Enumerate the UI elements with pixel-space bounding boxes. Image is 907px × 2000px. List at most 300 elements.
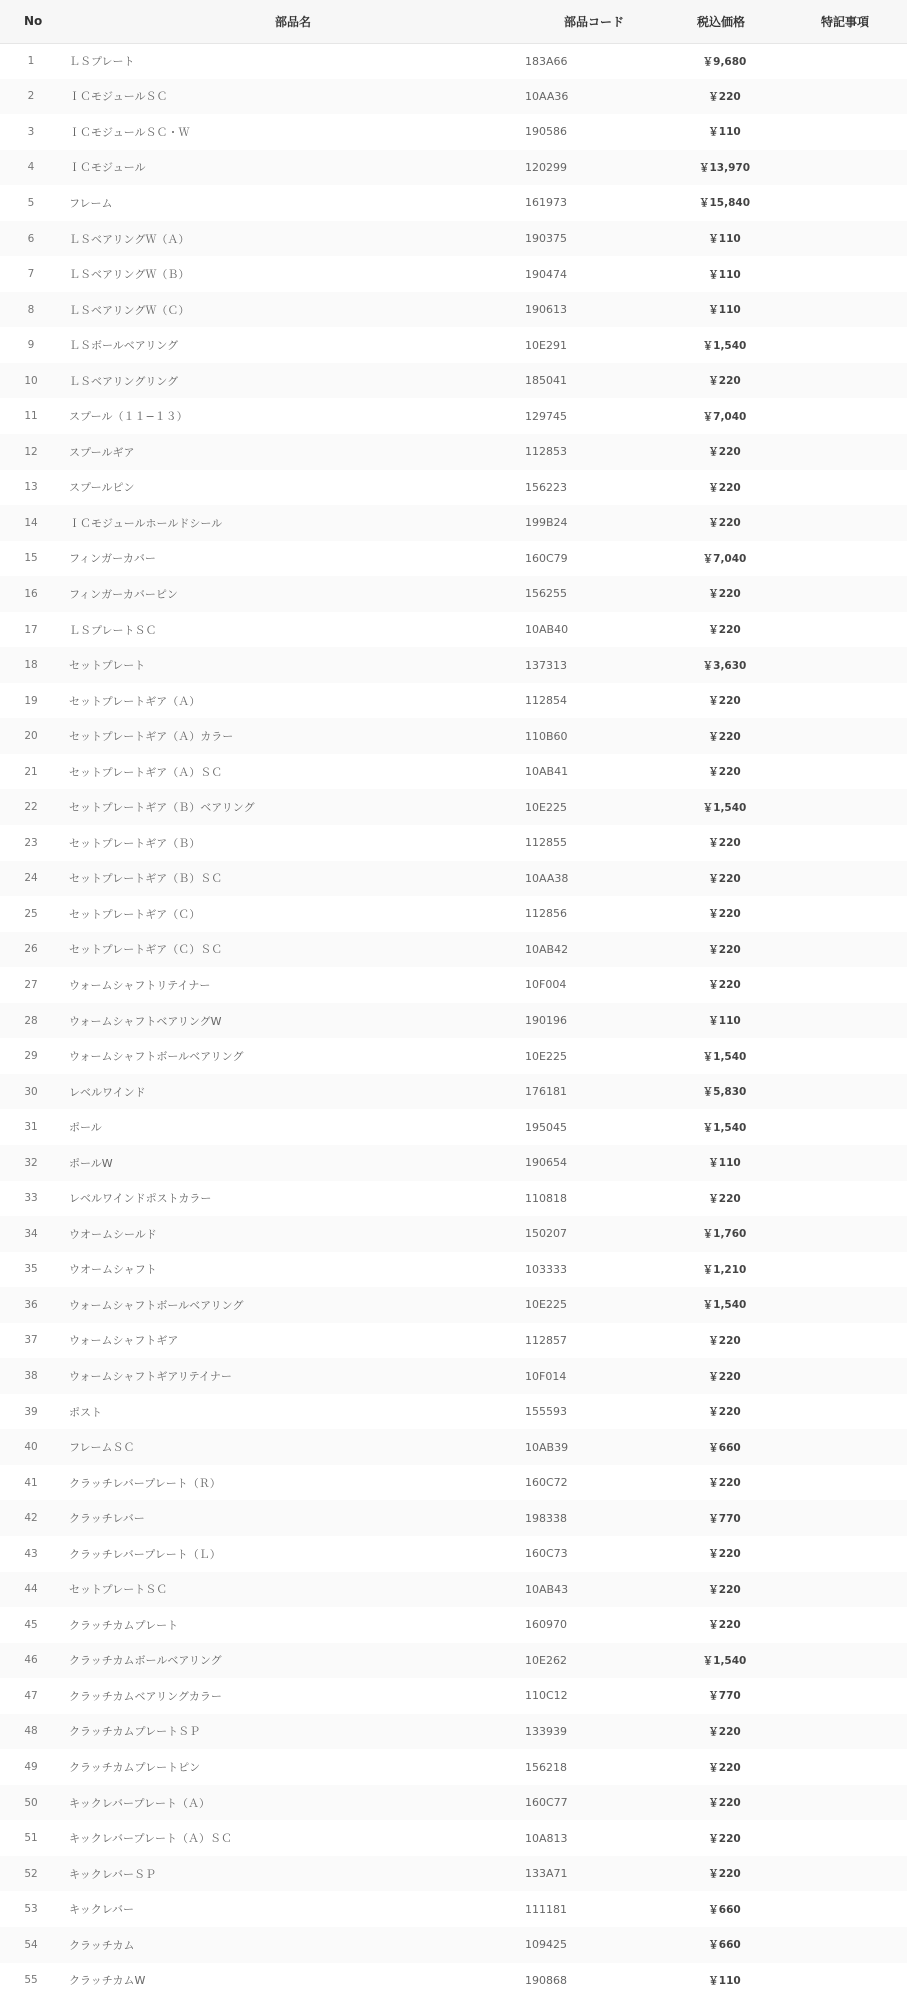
table-body — [0, 43, 907, 1998]
row-part-code: 10F014 — [525, 1369, 567, 1383]
row-part-code: 110C12 — [525, 1689, 568, 1703]
row-part-name: ＬＳボールベアリング — [69, 339, 179, 353]
table-row — [0, 1572, 907, 1608]
row-part-code: 10AB40 — [525, 623, 569, 637]
row-no: 1 — [27, 55, 35, 68]
row-price: ￥770 — [708, 1512, 741, 1525]
row-price: ￥220 — [708, 481, 741, 494]
row-no: 11 — [24, 410, 38, 423]
row-part-name: クラッチカムプレートピン — [69, 1761, 201, 1775]
row-no: 37 — [24, 1334, 38, 1347]
row-no: 50 — [24, 1796, 38, 1809]
table-row — [0, 754, 907, 790]
row-part-code: 10E291 — [525, 338, 567, 352]
row-no: 42 — [24, 1512, 38, 1525]
row-no: 32 — [24, 1156, 38, 1169]
row-part-name: セットプレートギア（Ａ）カラー — [69, 730, 234, 744]
row-no: 41 — [24, 1476, 38, 1489]
row-note — [780, 1536, 907, 1572]
row-note — [780, 1856, 907, 1892]
table-row — [0, 505, 907, 541]
row-price: ￥220 — [708, 1370, 741, 1383]
row-note — [780, 434, 907, 470]
table-row — [0, 1216, 907, 1252]
row-no: 10 — [24, 374, 38, 387]
row-part-code: 112854 — [525, 694, 567, 708]
row-part-name: ウォームシャフトベアリングW — [69, 1014, 222, 1028]
row-part-name: ウオームシールド — [69, 1227, 157, 1241]
row-part-name: ＩＣモジュールＳＣ — [69, 90, 168, 104]
row-price: ￥220 — [708, 1406, 741, 1419]
row-part-name: ポスト — [69, 1405, 102, 1419]
row-part-code: 150207 — [525, 1227, 567, 1241]
row-note — [780, 1429, 907, 1465]
row-part-code: 110818 — [525, 1191, 567, 1205]
table-row — [0, 292, 907, 328]
table-header — [0, 0, 907, 43]
row-note — [780, 825, 907, 861]
header-code: 部品コード — [564, 14, 625, 29]
row-no: 24 — [24, 872, 38, 885]
row-no: 7 — [27, 268, 35, 281]
row-part-name: スプール（１１−１３） — [69, 410, 188, 424]
row-part-name: ＬＳベアリングＷ（Ｂ） — [69, 268, 190, 282]
row-note — [780, 470, 907, 506]
row-no: 54 — [24, 1938, 38, 1951]
row-price: ￥220 — [708, 375, 741, 388]
row-no: 36 — [24, 1298, 38, 1311]
row-no: 25 — [24, 907, 38, 920]
row-part-code: 190868 — [525, 1973, 567, 1987]
row-part-name: クラッチカムボールベアリング — [69, 1654, 222, 1668]
row-part-name: セットプレートギア（Ａ）ＳＣ — [69, 765, 223, 779]
table-row — [0, 1109, 907, 1145]
table-row — [0, 434, 907, 470]
row-part-code: 133A71 — [525, 1867, 568, 1881]
row-no: 9 — [27, 339, 35, 352]
row-price: ￥5,830 — [702, 1086, 747, 1099]
row-price: ￥13,970 — [698, 161, 751, 174]
row-price: ￥1,540 — [702, 1299, 747, 1312]
table-row — [0, 79, 907, 115]
table-row — [0, 1181, 907, 1217]
row-note — [780, 896, 907, 932]
row-note — [780, 327, 907, 363]
row-no: 55 — [24, 1974, 38, 1987]
row-part-name: フィンガーカバー — [69, 552, 156, 566]
table-row — [0, 789, 907, 825]
row-no: 26 — [24, 943, 38, 956]
table-row — [0, 1323, 907, 1359]
row-no: 22 — [24, 801, 38, 814]
table-row — [0, 576, 907, 612]
row-price: ￥770 — [708, 1690, 741, 1703]
table-row — [0, 1287, 907, 1323]
row-price: ￥220 — [708, 979, 741, 992]
table-row — [0, 541, 907, 577]
table-row — [0, 896, 907, 932]
row-note — [780, 1820, 907, 1856]
row-price: ￥1,210 — [702, 1263, 747, 1276]
row-price: ￥220 — [708, 1477, 741, 1490]
row-part-code: 137313 — [525, 658, 567, 672]
row-no: 17 — [24, 623, 38, 636]
row-part-name: レベルワインドポストカラー — [69, 1192, 212, 1206]
row-price: ￥9,680 — [702, 55, 747, 68]
row-part-code: 10E225 — [525, 1049, 567, 1063]
row-part-code: 10AB41 — [525, 765, 569, 779]
table-row — [0, 825, 907, 861]
row-no: 21 — [24, 765, 38, 778]
row-note — [780, 647, 907, 683]
row-part-name: セットプレートＳＣ — [69, 1583, 168, 1597]
row-no: 40 — [24, 1441, 38, 1454]
header-note: 特記事項 — [821, 14, 870, 29]
row-note — [780, 861, 907, 897]
row-note — [780, 43, 907, 79]
row-part-name: スプールピン — [69, 481, 135, 495]
row-part-code: 10E225 — [525, 800, 567, 814]
header-row — [0, 0, 907, 43]
row-part-name: キックレバープレート（Ａ） — [69, 1796, 211, 1810]
row-part-name: フレーム — [69, 196, 113, 210]
table-row — [0, 1891, 907, 1927]
table-row — [0, 932, 907, 968]
row-no: 12 — [24, 445, 38, 458]
row-part-name: ＩＣモジュールホールドシール — [69, 516, 223, 530]
table-row — [0, 327, 907, 363]
table-row — [0, 256, 907, 292]
row-note — [780, 932, 907, 968]
table-row — [0, 114, 907, 150]
row-note — [780, 1963, 907, 1999]
row-note — [780, 612, 907, 648]
row-price: ￥110 — [708, 126, 741, 139]
table-row — [0, 185, 907, 221]
row-price: ￥220 — [708, 588, 741, 601]
row-part-name: ウォームシャフトリテイナー — [69, 978, 211, 992]
row-price: ￥220 — [708, 517, 741, 530]
row-part-name: セットプレートギア（Ａ） — [69, 694, 201, 708]
table-row — [0, 1820, 907, 1856]
row-price: ￥220 — [708, 1725, 741, 1738]
row-note — [780, 292, 907, 328]
row-part-code: 190654 — [525, 1156, 567, 1170]
row-note — [780, 1181, 907, 1217]
row-note — [780, 221, 907, 257]
row-note — [780, 398, 907, 434]
row-price: ￥220 — [708, 1583, 741, 1596]
row-note — [780, 1500, 907, 1536]
row-part-code: 10AB42 — [525, 942, 569, 956]
row-price: ￥1,760 — [702, 1228, 747, 1241]
row-price: ￥220 — [708, 1548, 741, 1561]
table-row — [0, 150, 907, 186]
row-price: ￥220 — [708, 730, 741, 743]
row-note — [780, 256, 907, 292]
row-part-name: ポールW — [69, 1156, 113, 1170]
table-row — [0, 1785, 907, 1821]
row-part-name: フレームＳＣ — [69, 1441, 135, 1455]
row-note — [780, 1678, 907, 1714]
header-price: 税込価格 — [697, 14, 746, 29]
row-part-code: 190474 — [525, 267, 567, 281]
row-note — [780, 185, 907, 221]
row-no: 28 — [24, 1014, 38, 1027]
row-note — [780, 1358, 907, 1394]
row-no: 27 — [24, 978, 38, 991]
row-part-code: 160C77 — [525, 1796, 568, 1810]
row-part-code: 155593 — [525, 1405, 567, 1419]
row-part-code: 160C73 — [525, 1547, 568, 1561]
row-part-name: ＬＳベアリングＷ（Ｃ） — [69, 303, 190, 317]
row-part-code: 195045 — [525, 1120, 567, 1134]
row-no: 39 — [24, 1405, 38, 1418]
row-price: ￥220 — [708, 908, 741, 921]
row-part-code: 10AA38 — [525, 871, 569, 885]
row-no: 33 — [24, 1192, 38, 1205]
row-note — [780, 683, 907, 719]
row-no: 18 — [24, 659, 38, 672]
table-row — [0, 1465, 907, 1501]
table-row — [0, 612, 907, 648]
row-note — [780, 1607, 907, 1643]
row-part-code: 111181 — [525, 1902, 567, 1916]
row-price: ￥220 — [708, 1868, 741, 1881]
row-note — [780, 576, 907, 612]
row-no: 48 — [24, 1725, 38, 1738]
row-note — [780, 1891, 907, 1927]
row-part-name: ポール — [69, 1121, 102, 1135]
row-no: 47 — [24, 1689, 38, 1702]
row-note — [780, 754, 907, 790]
row-part-name: ウォームシャフトギアリテイナー — [69, 1370, 232, 1383]
row-price: ￥220 — [708, 872, 741, 885]
row-price: ￥110 — [708, 1015, 741, 1028]
row-part-name: レベルワインド — [69, 1085, 146, 1099]
row-part-code: 199B24 — [525, 516, 568, 530]
row-no: 34 — [24, 1227, 38, 1240]
row-part-code: 120299 — [525, 160, 567, 174]
row-part-name: クラッチレバープレート（Ｌ） — [69, 1547, 221, 1561]
row-part-code: 156218 — [525, 1760, 567, 1774]
row-no: 46 — [24, 1654, 38, 1667]
row-no: 20 — [24, 730, 38, 743]
row-no: 38 — [24, 1370, 38, 1382]
row-note — [780, 1572, 907, 1608]
row-no: 6 — [27, 232, 35, 245]
row-price: ￥3,630 — [702, 659, 747, 672]
row-part-name: キックレバー — [69, 1903, 135, 1917]
row-price: ￥660 — [708, 1939, 741, 1952]
row-part-code: 112853 — [525, 445, 567, 459]
row-note — [780, 363, 907, 399]
row-price: ￥110 — [708, 268, 741, 281]
row-part-code: 156223 — [525, 480, 567, 494]
table-row — [0, 1856, 907, 1892]
table-row — [0, 398, 907, 434]
row-note — [780, 1749, 907, 1785]
row-no: 23 — [24, 836, 38, 849]
table-row — [0, 1003, 907, 1039]
row-note — [780, 1003, 907, 1039]
table-row — [0, 221, 907, 257]
row-note — [780, 541, 907, 577]
row-part-name: ＬＳベアリングリング — [69, 374, 179, 388]
row-part-code: 190586 — [525, 125, 567, 139]
row-note — [780, 1785, 907, 1821]
row-part-code: 109425 — [525, 1938, 567, 1952]
row-price: ￥220 — [708, 624, 741, 637]
row-no: 43 — [24, 1547, 38, 1560]
row-part-code: 160C79 — [525, 551, 568, 565]
table-row — [0, 1607, 907, 1643]
row-part-name: セットプレートギア（Ｂ）ベアリング — [69, 801, 255, 815]
table-row — [0, 1429, 907, 1465]
row-no: 51 — [24, 1832, 38, 1845]
row-price: ￥7,040 — [702, 552, 747, 565]
row-part-name: セットプレートギア（Ｃ） — [69, 907, 201, 921]
row-part-name: クラッチレバー — [69, 1512, 145, 1526]
row-part-name: ＬＳベアリングＷ（Ａ） — [69, 232, 190, 246]
row-part-code: 185041 — [525, 374, 567, 388]
row-part-code: 10AB43 — [525, 1582, 569, 1596]
row-note — [780, 114, 907, 150]
row-price: ￥220 — [708, 1797, 741, 1810]
row-part-code: 10A813 — [525, 1831, 568, 1845]
row-price: ￥220 — [708, 1619, 741, 1632]
row-no: 8 — [27, 303, 35, 316]
row-note — [780, 1216, 907, 1252]
table-row — [0, 1145, 907, 1181]
row-price: ￥110 — [708, 1974, 741, 1987]
row-price: ￥220 — [708, 766, 741, 779]
row-note — [780, 1038, 907, 1074]
table-row — [0, 1500, 907, 1536]
row-price: ￥110 — [708, 233, 741, 245]
row-part-code: 10AA36 — [525, 89, 569, 103]
table-row — [0, 718, 907, 754]
table-row — [0, 1252, 907, 1288]
row-no: 30 — [24, 1085, 38, 1098]
table-row — [0, 43, 907, 79]
row-no: 4 — [27, 161, 35, 174]
row-no: 53 — [24, 1903, 38, 1916]
row-no: 19 — [24, 694, 38, 707]
row-part-name: ウォームシャフトボールベアリング — [69, 1298, 244, 1312]
row-no: 3 — [27, 125, 35, 138]
table-row — [0, 1927, 907, 1963]
row-note — [780, 1252, 907, 1288]
row-price: ￥110 — [708, 304, 741, 317]
row-no: 15 — [24, 552, 38, 565]
table-row — [0, 1963, 907, 1999]
row-no: 16 — [24, 587, 38, 600]
row-part-name: キックレバーＳＰ — [69, 1867, 157, 1881]
row-part-name: ＩＣモジュールＳＣ・Ｗ — [69, 125, 190, 139]
row-note — [780, 1074, 907, 1110]
row-part-name: セットプレート — [69, 659, 146, 673]
row-part-name: クラッチカムW — [69, 1974, 146, 1988]
row-part-code: 112857 — [525, 1333, 567, 1347]
row-note — [780, 1109, 907, 1145]
table-row — [0, 1074, 907, 1110]
row-price: ￥7,040 — [702, 410, 747, 423]
row-no: 14 — [24, 516, 38, 529]
row-no: 2 — [27, 90, 35, 103]
table-row — [0, 1394, 907, 1430]
row-part-name: クラッチカムプレートＳＰ — [69, 1725, 201, 1739]
row-part-code: 10E225 — [525, 1298, 567, 1312]
table-row — [0, 1749, 907, 1785]
row-note — [780, 1394, 907, 1430]
row-part-code: 161973 — [525, 196, 567, 210]
row-part-code: 156255 — [525, 587, 567, 601]
row-note — [780, 718, 907, 754]
row-part-name: スプールギア — [69, 445, 135, 459]
row-part-code: 103333 — [525, 1262, 567, 1276]
row-part-name: ウォームシャフトギア — [69, 1334, 179, 1348]
row-part-name: クラッチカムベアリングカラー — [69, 1689, 222, 1703]
row-no: 31 — [24, 1121, 38, 1134]
table-row — [0, 647, 907, 683]
row-part-code: 112856 — [525, 907, 567, 921]
row-part-code: 190375 — [525, 232, 567, 245]
row-price: ￥1,540 — [702, 1121, 747, 1134]
row-price: ￥220 — [708, 90, 741, 103]
row-price: ￥220 — [708, 943, 741, 956]
row-part-code: 160C72 — [525, 1476, 568, 1490]
row-note — [780, 967, 907, 1003]
row-part-code: 10E262 — [525, 1653, 567, 1667]
table-row — [0, 1714, 907, 1750]
row-no: 35 — [24, 1263, 38, 1276]
row-note — [780, 789, 907, 825]
row-price: ￥1,540 — [702, 801, 747, 814]
row-price: ￥1,540 — [702, 1654, 747, 1667]
row-note — [780, 1323, 907, 1359]
row-price: ￥220 — [708, 837, 741, 850]
row-part-name: クラッチカムプレート — [69, 1618, 179, 1632]
table-row — [0, 1643, 907, 1679]
row-part-code: 10AB39 — [525, 1440, 569, 1454]
row-part-code: 183A66 — [525, 54, 568, 68]
row-part-code: 133939 — [525, 1724, 567, 1738]
row-part-code: 176181 — [525, 1085, 567, 1099]
row-part-code: 112855 — [525, 836, 567, 850]
row-no: 13 — [24, 481, 38, 494]
row-part-name: ＬＳプレートＳＣ — [69, 623, 157, 637]
row-no: 5 — [27, 196, 35, 209]
row-price: ￥660 — [708, 1903, 741, 1916]
row-part-name: ＩＣモジュール — [69, 161, 146, 175]
row-part-code: 198338 — [525, 1511, 567, 1525]
header-no: No — [24, 14, 43, 29]
row-note — [780, 1465, 907, 1501]
row-price: ￥220 — [708, 1192, 741, 1205]
row-part-code: 110B60 — [525, 729, 568, 743]
row-part-name: セットプレートギア（Ｂ）ＳＣ — [69, 872, 223, 886]
row-note — [780, 505, 907, 541]
row-note — [780, 1145, 907, 1181]
row-part-code: 129745 — [525, 409, 567, 423]
row-note — [780, 1643, 907, 1679]
row-note — [780, 150, 907, 186]
row-note — [780, 1287, 907, 1323]
row-part-name: セットプレートギア（Ｂ） — [69, 836, 201, 850]
row-part-name: ウォームシャフトボールベアリング — [69, 1050, 244, 1064]
table-row — [0, 470, 907, 506]
